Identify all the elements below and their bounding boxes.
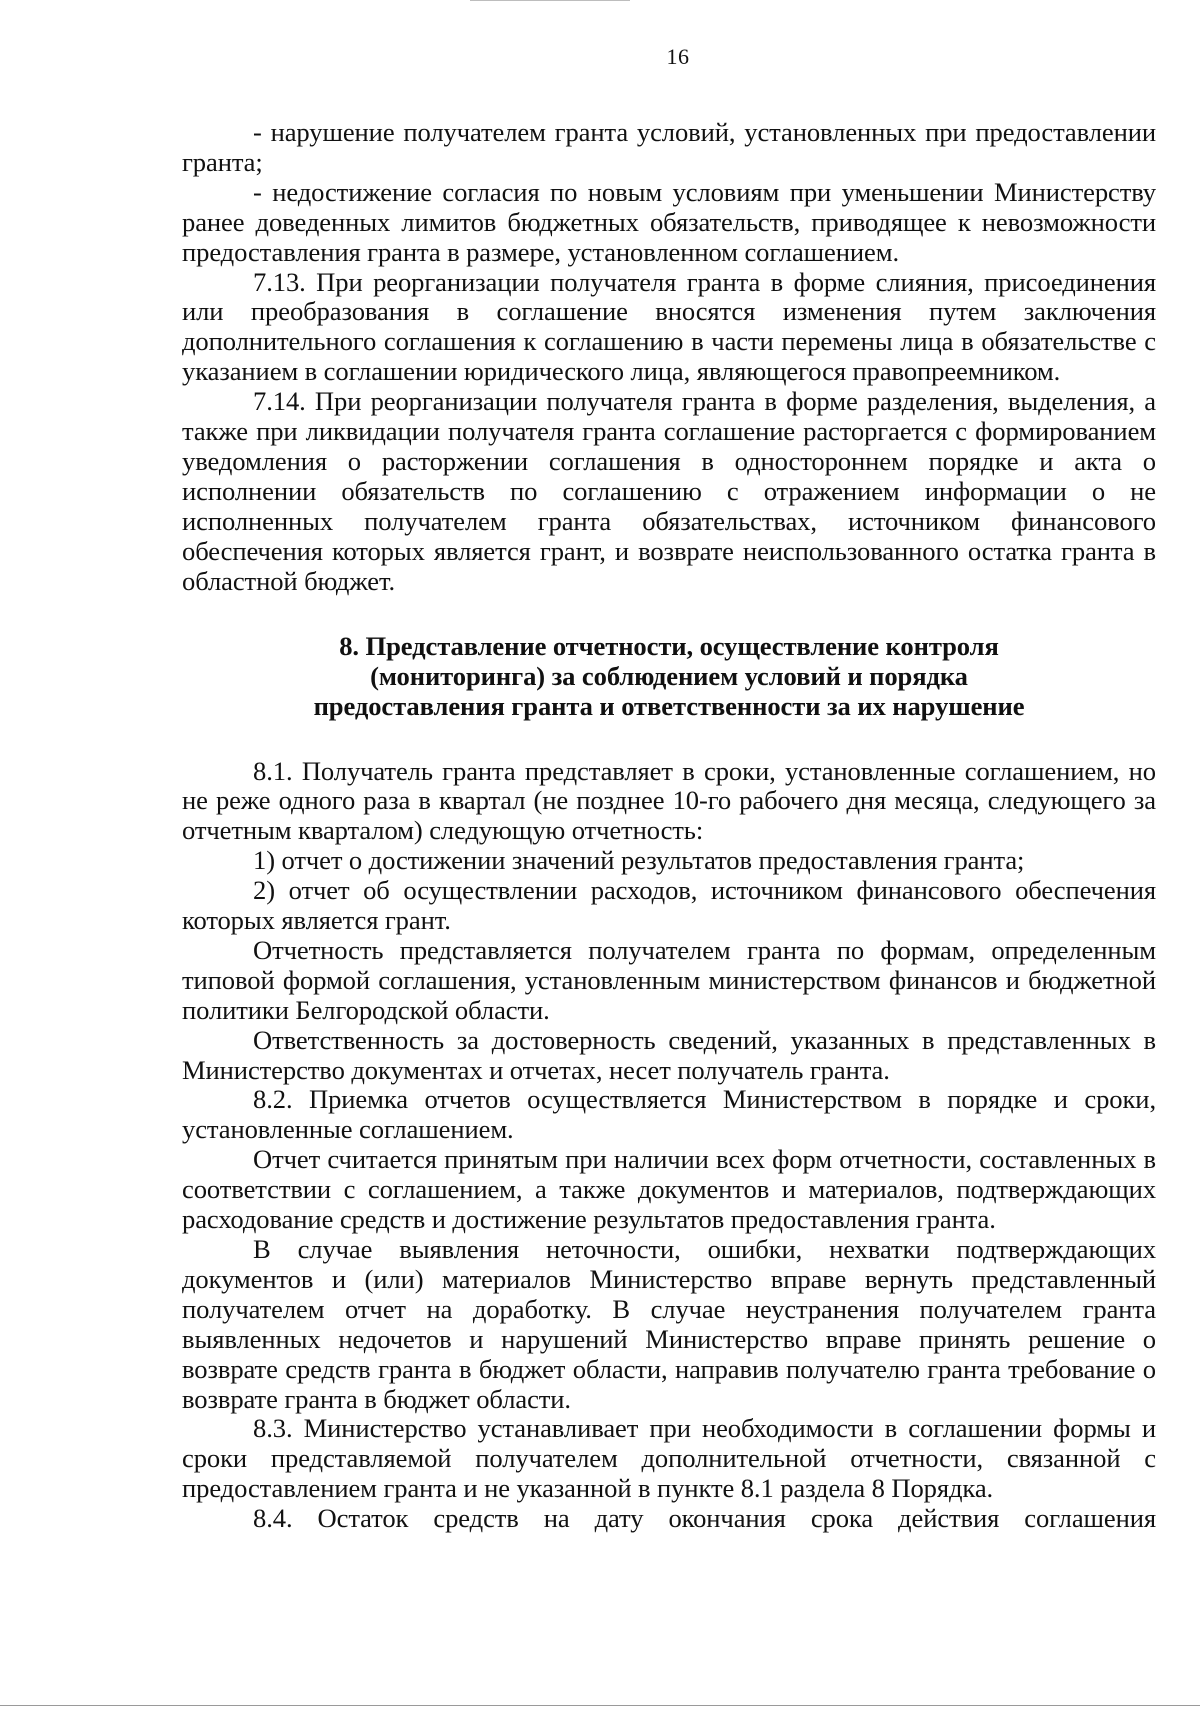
heading-line: 8. Представление отчетности, осуществление контроля <box>339 630 999 661</box>
paragraph-7-13: 7.13. При реорганизации получателя гранта в форме слияния, присоединения или преобразования в соглашение вносятся изменения путем заключения дополнительного соглашения к соглашению в части перемены лица в обязательстве с указанием в соглашении юридического лица, являющегося правопреемником. <box>182 266 1156 387</box>
scan-edge-line <box>470 0 630 1</box>
paragraph-8-2: 8.2. Приемка отчетов осуществляется Министерством в порядке и сроки, установленные соглашением. <box>182 1084 1156 1145</box>
paragraph-8-1: 8.1. Получатель гранта представляет в сроки, установленные соглашением, но не реже одного раза в квартал (не позднее 10-го рабочего дня месяца, следующего за отчетным кварталом) следующую отчетность: <box>182 755 1156 846</box>
paragraph-report-results: 1) отчет о достижении значений результатов предоставления гранта; <box>253 845 1025 876</box>
paragraph-violation-conditions: - нарушение получателем гранта условий, установленных при предоставлении гранта; <box>182 117 1156 177</box>
paragraph-no-agreement-new-conditions: - недостижение согласия по новым условиям при уменьшении Министерству ранее доведенных лимитов бюджетных обязательств, приводящее к невозможности предоставления гранта в размере, установленном соглашением. <box>182 176 1156 267</box>
paragraph-report-forms: Отчетность представляется получателем гранта по формам, определенным типовой формой соглашения, установленным министерством финансов и бюджетной политики Белгородской области. <box>182 934 1156 1025</box>
section-8-heading <box>182 631 1156 721</box>
document-body <box>182 118 1156 1534</box>
paragraph-report-accepted: Отчет считается принятым при наличии всех форм отчетности, составленных в соответствии с соглашением, а также документов и материалов, подтверждающих расходование средств и достижение результатов предоставления гранта. <box>182 1144 1156 1235</box>
paragraph-report-expenses: 2) отчет об осуществлении расходов, источником финансового обеспечения которых является грант. <box>182 875 1156 936</box>
scan-bottom-line <box>0 1705 1200 1706</box>
paragraph-report-errors: В случае выявления неточности, ошибки, нехватки подтверждающих документов и (или) материалов Министерство вправе вернуть представленный получателем отчет на доработку. В случае неустранения получателем гранта выявленных недочетов и нарушений Министерство вправе принять решение о возврате средств гранта в бюджет области, направив получателю гранта требование о возврате гранта в бюджет области. <box>182 1234 1156 1414</box>
paragraph-7-14: 7.14. При реорганизации получателя гранта в форме разделения, выделения, а также при ликвидации получателя гранта соглашение расторгается с формированием уведомления о расторжении соглашения в одностороннем порядке и акта о исполнении обязательств по соглашению с отражением информации о не исполненных получателем гранта обязательствах, источником финансового обеспечения которых является грант, и возврате неиспользованного остатка гранта в областной бюджет. <box>182 386 1156 596</box>
heading-line: (мониторинга) за соблюдением условий и порядка <box>370 660 968 691</box>
paragraph-responsibility: Ответственность за достоверность сведений, указанных в представленных в Министерство документах и отчетах, несет получатель гранта. <box>182 1024 1156 1085</box>
heading-line: предоставления гранта и ответственности за их нарушение <box>313 690 1025 721</box>
paragraph-8-3: 8.3. Министерство устанавливает при необходимости в соглашении формы и сроки представляемой получателем дополнительной отчетности, связанной с предоставлением гранта и не указанной в пункте 8.1 раздела 8 Порядка. <box>182 1413 1156 1504</box>
page-number: 16 <box>666 44 690 69</box>
paragraph-8-4: 8.4. Остаток средств на дату окончания срока действия соглашения <box>253 1503 1156 1534</box>
